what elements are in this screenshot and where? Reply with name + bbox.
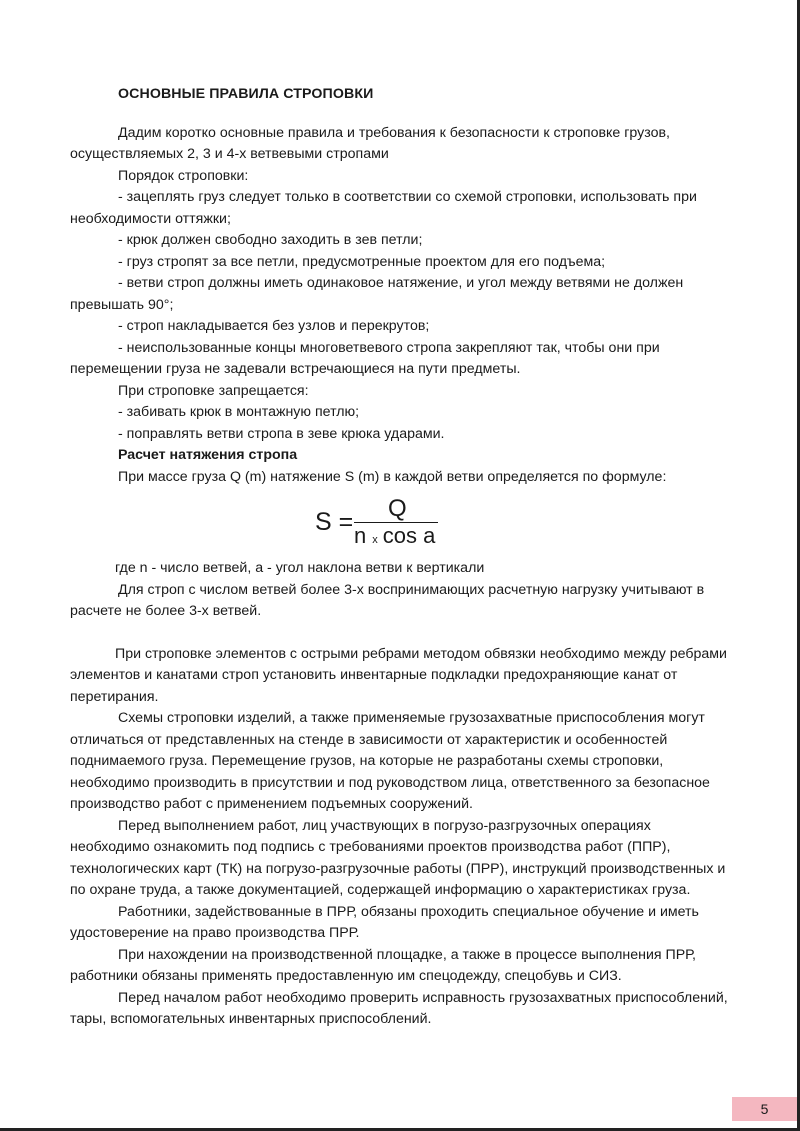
order-item: - ветви строп должны иметь одинаковое натяжение, и угол между ветвями не должен превышать 90°;	[70, 275, 684, 313]
page-title: ОСНОВНЫЕ ПРАВИЛА СТРОПОВКИ	[118, 86, 374, 102]
formula-explanation: где n - число ветвей, а - угол наклона ветви к вертикали	[115, 560, 485, 576]
document-page	[70, 84, 730, 1031]
prohibited-item: - поправлять ветви стропа в зеве крюка ударами.	[118, 425, 445, 442]
body-paragraph: Схемы строповки изделий, а также применяемые грузозахватные приспособления могут отличаться от представленных на стенде в зависимости от характеристик и особенностей поднимаемого груза. Перемещение грузов, на которые не разработаны схемы строповки, необходимо производить в присутствии и под руководством лица, ответственного за безопасное производство работ с применением подъемных сооружений.	[70, 710, 710, 812]
formula-numerator: Q	[388, 495, 407, 522]
page-number: 5	[732, 1097, 797, 1121]
formula-den-n: n	[354, 523, 367, 548]
body-paragraph: При нахождении на производственной площадке, а также в процессе выполнения ПРР, работники обязаны применять предоставленную им спецодежду, спецобувь и СИЗ.	[70, 946, 696, 984]
calc-heading: Расчет натяжения стропа	[118, 447, 298, 463]
intro-paragraph: Дадим коротко основные правила и требования к безопасности к строповке грузов, осуществляемых 2, 3 и 4-х ветвевыми стропами	[70, 124, 670, 162]
order-item: - зацеплять груз следует только в соответствии со схемой строповки, использовать при необходимости оттяжки;	[70, 189, 697, 227]
formula-den-x: x	[372, 534, 378, 546]
body-paragraph: При строповке элементов с острыми ребрами методом обвязки необходимо между ребрами элементов и канатами строп установить инвентарные подкладки предохраняющие канат от перетирания.	[70, 645, 727, 705]
body-paragraph: Перед началом работ необходимо проверить исправность грузозахватных приспособлений, тары, вспомогательных инвентарных приспособлений.	[70, 989, 728, 1027]
body-paragraph: Работники, задействованные в ПРР, обязаны проходить специальное обучение и иметь удостоверение на право производства ПРР.	[70, 903, 699, 941]
prohibited-item: - забивать крюк в монтажную петлю;	[118, 404, 360, 420]
formula-denominator	[354, 523, 435, 553]
order-item: - неиспользованные концы многоветвевого стропа закрепляют так, чтобы они при перемещении груза не задевали встречающиеся на пути предметы.	[70, 339, 660, 377]
formula-den-cos: cos a	[382, 523, 436, 548]
order-item: - крюк должен свободно заходить в зев петли;	[118, 232, 423, 248]
formula-lhs: S =	[315, 508, 354, 536]
prohibited-heading: При строповке запрещается:	[118, 382, 309, 399]
order-heading: Порядок строповки:	[118, 167, 249, 184]
three-branch-note: Для строп с числом ветвей более 3-х воспринимающих расчетную нагрузку учитывают в расчете не более 3-х ветвей.	[70, 581, 705, 619]
body-paragraph: Перед выполнением работ, лиц участвующих в погрузо-разгрузочных операциях необходимо ознакомить под подпись с требованиями проектов производства работ (ППР), технологических карт (ТК) на погрузо-разгрузочные работы (ПРР), инструкций производственных и по охране труда, а также документацией, содержащей информацию о характеристиках груза.	[70, 817, 726, 898]
order-item: - груз стропят за все петли, предусмотренные проектом для его подъема;	[118, 253, 606, 270]
tension-formula	[70, 496, 730, 554]
order-item: - строп накладывается без узлов и перекрутов;	[118, 318, 430, 334]
calc-text: При массе груза Q (m) натяжение S (m) в каждой ветви определяется по формуле:	[118, 468, 667, 485]
paragraph-gap	[70, 623, 730, 644]
